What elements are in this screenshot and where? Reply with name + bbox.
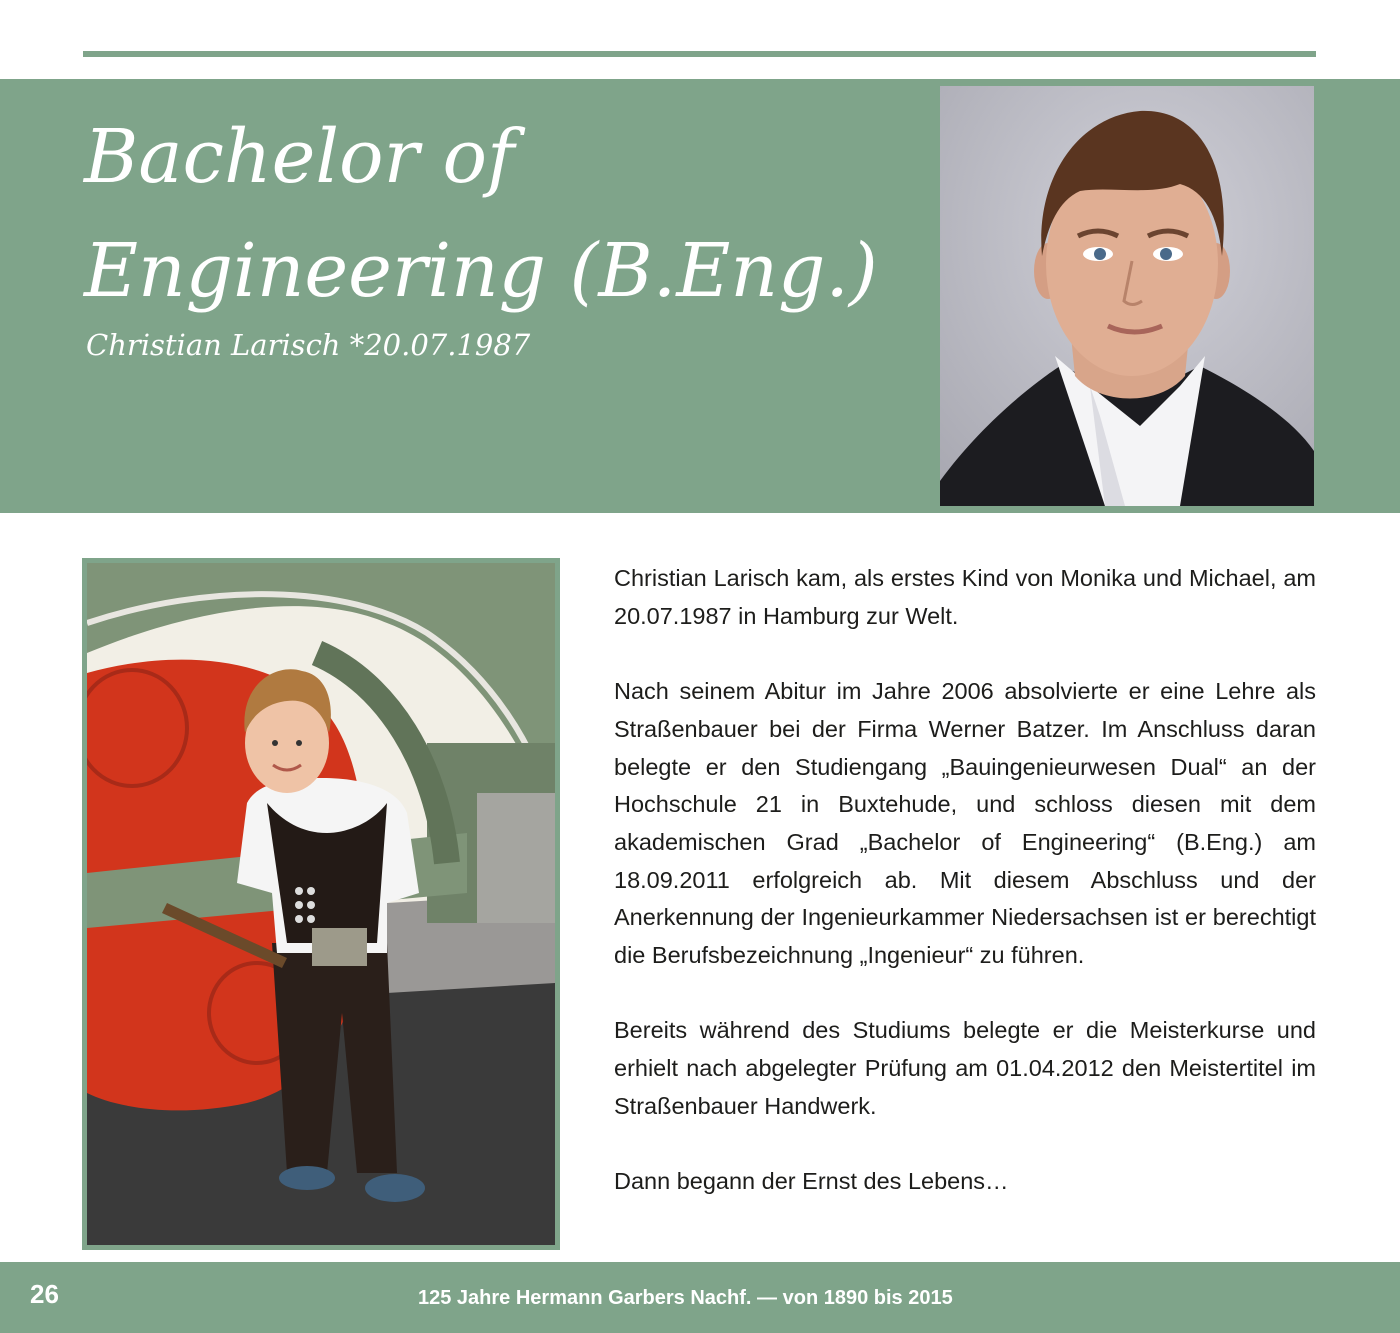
page-number: 26 — [30, 1279, 59, 1309]
page-subtitle: Christian Larisch *20.07.1987 — [86, 328, 531, 362]
child-illustration — [87, 563, 555, 1245]
body-text — [614, 560, 1316, 1201]
footer-text: 125 Jahre Hermann Garbers Nachf. — von 1890 bis 2015 — [418, 1287, 953, 1309]
paragraph-meister: Bereits während des Studiums belegte er die Meisterkurse und erhielt nach abgelegter Prüfung am 01.04.2012 den Meistertitel im Straßenbauer Handwerk. — [614, 1017, 1316, 1119]
page-title: Bachelor of Engineering (B.Eng.) — [84, 114, 878, 314]
paragraph-birth: Christian Larisch kam, als erstes Kind von Monika und Michael, am 20.07.1987 in Hamburg zur Welt. — [614, 565, 1316, 629]
portrait-illustration — [940, 86, 1314, 506]
paragraph-education: Nach seinem Abitur im Jahre 2006 absolvierte er eine Lehre als Straßenbauer bei der Firma Werner Batzer. Im Anschluss daran belegte er den Studiengang „Bauingenieurwesen Dual“ an der Hochschule 21 in Buxtehude, und schloss diesen mit dem akademischen Grad „Bachelor of Engineering“ (B.Eng.) am 18.09.2011 erfolgreich ab. Mit diesem Abschluss und der Anerkennung der Ingenieurkammer Niedersachsen ist er berechtigt die Berufsbezeichnung „Ingenieur“ zu führen. — [614, 678, 1316, 969]
top-divider — [83, 51, 1316, 57]
child-photo — [82, 558, 560, 1250]
paragraph-closing: Dann begann der Ernst des Lebens… — [614, 1168, 1009, 1195]
portrait-photo — [940, 86, 1314, 506]
